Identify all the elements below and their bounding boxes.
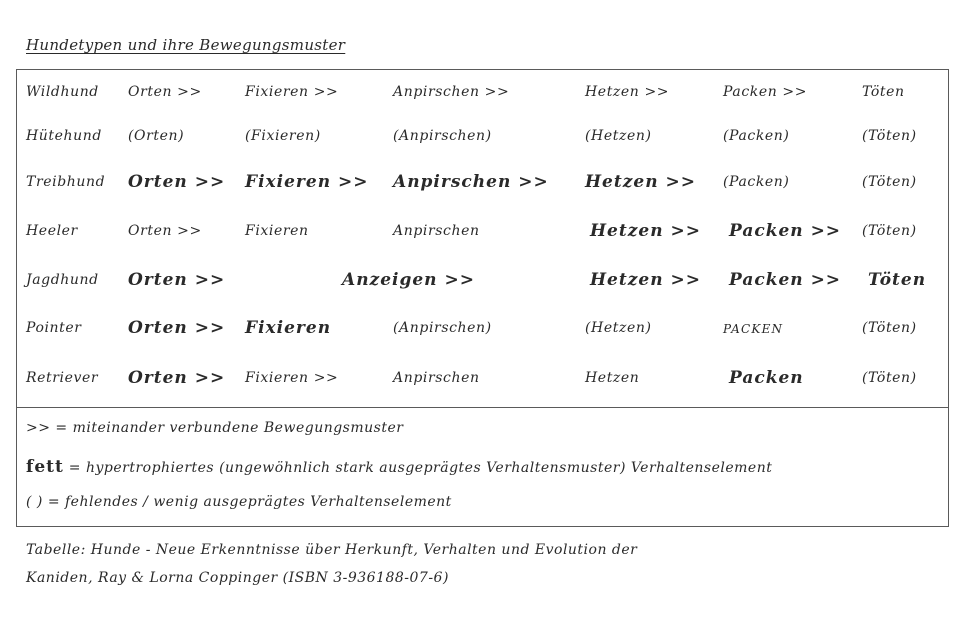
cell-orten: Orten >> bbox=[128, 172, 226, 192]
cell-packen: Packen >> bbox=[729, 270, 842, 290]
cell-hetzen: (Hetzen) bbox=[585, 320, 652, 336]
table-row bbox=[0, 128, 966, 168]
cell-anzeigen: Anzeigen >> bbox=[342, 270, 475, 290]
table-row bbox=[0, 223, 966, 263]
legend-bold bbox=[26, 457, 772, 477]
cell-anpirschen: (Anpirschen) bbox=[393, 320, 492, 336]
cell-toeten: Töten bbox=[862, 84, 905, 100]
table-row bbox=[0, 272, 966, 312]
cell-orten: Orten >> bbox=[128, 270, 226, 290]
table-row bbox=[0, 84, 966, 124]
cell-fixieren: (Fixieren) bbox=[245, 128, 321, 144]
legend-missing: ( ) = fehlendes / wenig ausgeprägtes Verhaltenselement bbox=[26, 494, 452, 510]
legend-bold-text: = hypertrophiertes (ungewöhnlich stark ausgeprägtes Verhaltensmuster) Verhaltenselement bbox=[63, 460, 773, 476]
cell-anpirschen: Anpirschen >> bbox=[393, 84, 510, 100]
table-row bbox=[0, 174, 966, 214]
cell-anpirschen: Anpirschen bbox=[393, 370, 480, 386]
cell-hetzen: (Hetzen) bbox=[585, 128, 652, 144]
cell-orten: Orten >> bbox=[128, 84, 202, 100]
cell-toeten: (Töten) bbox=[862, 320, 917, 336]
source-line-1: Tabelle: Hunde - Neue Erkenntnisse über Herkunft, Verhalten und Evolution der bbox=[26, 542, 638, 558]
cell-orten: (Orten) bbox=[128, 128, 185, 144]
dog-type-label: Treibhund bbox=[26, 174, 106, 190]
cell-toeten: Töten bbox=[868, 270, 927, 290]
cell-fixieren: Fixieren >> bbox=[245, 370, 339, 386]
cell-toeten: (Töten) bbox=[862, 174, 917, 190]
source-line-2: Kaniden, Ray & Lorna Coppinger (ISBN 3-936188-07-6) bbox=[26, 570, 449, 586]
cell-packen: Packen >> bbox=[723, 84, 808, 100]
dog-type-label: Wildhund bbox=[26, 84, 99, 100]
cell-orten: Orten >> bbox=[128, 223, 202, 239]
cell-anpirschen: Anpirschen >> bbox=[393, 172, 549, 192]
dog-type-label: Hütehund bbox=[26, 128, 102, 144]
cell-toeten: (Töten) bbox=[862, 370, 917, 386]
cell-packen: PACKEN bbox=[723, 322, 784, 336]
dog-type-label: Heeler bbox=[26, 223, 78, 239]
dog-type-label: Retriever bbox=[26, 370, 99, 386]
cell-hetzen: Hetzen >> bbox=[590, 270, 701, 290]
cell-orten: Orten >> bbox=[128, 318, 226, 338]
dog-type-label: Jagdhund bbox=[26, 272, 99, 288]
cell-fixieren: Fixieren >> bbox=[245, 84, 339, 100]
cell-packen: (Packen) bbox=[723, 128, 790, 144]
cell-hetzen: Hetzen >> bbox=[585, 172, 696, 192]
legend-connected: >> = miteinander verbundene Bewegungsmuster bbox=[26, 420, 404, 436]
cell-hetzen: Hetzen >> bbox=[590, 221, 701, 241]
cell-toeten: (Töten) bbox=[862, 223, 917, 239]
legend-bold-word: fett bbox=[26, 457, 64, 477]
cell-packen: (Packen) bbox=[723, 174, 790, 190]
cell-packen: Packen >> bbox=[729, 221, 842, 241]
cell-anpirschen: Anpirschen bbox=[393, 223, 480, 239]
page-title: Hundetypen und ihre Bewegungsmuster bbox=[26, 36, 346, 54]
cell-fixieren: Fixieren >> bbox=[245, 172, 369, 192]
table-row bbox=[0, 370, 966, 410]
cell-anpirschen: (Anpirschen) bbox=[393, 128, 492, 144]
cell-fixieren: Fixieren bbox=[245, 223, 309, 239]
cell-hetzen: Hetzen >> bbox=[585, 84, 670, 100]
dog-type-label: Pointer bbox=[26, 320, 82, 336]
cell-orten: Orten >> bbox=[128, 368, 226, 388]
cell-packen: Packen bbox=[729, 368, 804, 388]
cell-toeten: (Töten) bbox=[862, 128, 917, 144]
cell-fixieren: Fixieren bbox=[245, 318, 332, 338]
table-row bbox=[0, 320, 966, 360]
cell-hetzen: Hetzen bbox=[585, 370, 640, 386]
